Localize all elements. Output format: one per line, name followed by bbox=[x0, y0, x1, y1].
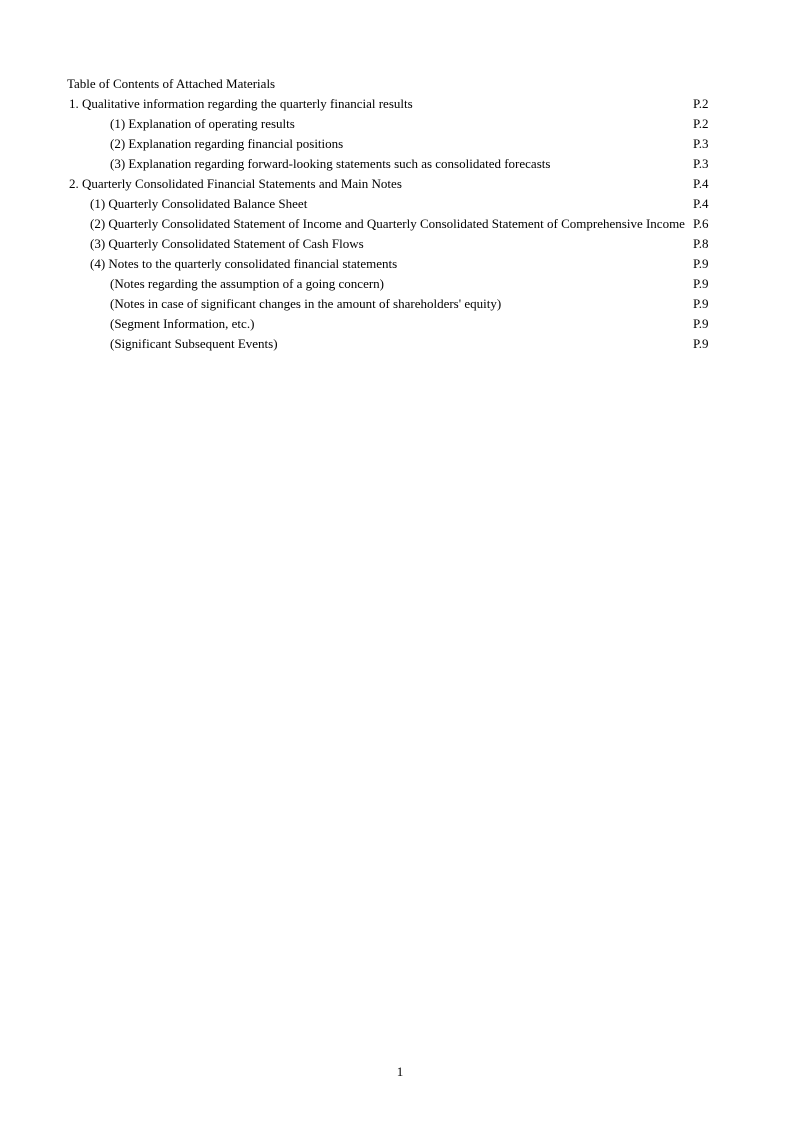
toc-page-number: P.9 bbox=[693, 316, 709, 331]
toc-page-number: P.8 bbox=[693, 236, 709, 251]
page-number: 1 bbox=[396, 1064, 404, 1079]
toc-page-number: P.3 bbox=[693, 136, 709, 151]
toc-entry bbox=[110, 314, 715, 334]
toc-entry bbox=[90, 254, 715, 274]
toc-entry bbox=[90, 194, 715, 214]
toc-entry-label: (1) Explanation of operating results bbox=[110, 116, 295, 131]
toc-entry bbox=[110, 134, 715, 154]
toc-page-number: P.3 bbox=[693, 156, 709, 171]
toc-entry-label: (3) Explanation regarding forward-looking statements such as consolidated forecasts bbox=[110, 156, 551, 171]
toc-entry-label: (Significant Subsequent Events) bbox=[110, 336, 278, 351]
toc-page-number: P.9 bbox=[693, 276, 709, 291]
toc-entry-label: 2. Quarterly Consolidated Financial Statements and Main Notes bbox=[69, 176, 402, 191]
toc-page-number: P.2 bbox=[693, 116, 709, 131]
toc-entry bbox=[110, 154, 715, 174]
toc-entry bbox=[69, 94, 715, 114]
toc-page-number: P.4 bbox=[693, 176, 709, 191]
toc-entry bbox=[110, 274, 715, 294]
table-of-contents bbox=[67, 74, 715, 354]
toc-page-number: P.9 bbox=[693, 336, 709, 351]
toc-entry-label: (Notes regarding the assumption of a going concern) bbox=[110, 276, 385, 291]
toc-entry-label: (1) Quarterly Consolidated Balance Sheet bbox=[90, 196, 308, 211]
toc-entry-label: (2) Quarterly Consolidated Statement of Income and Quarterly Consolidated Statement of Comprehensive Income bbox=[90, 216, 685, 231]
toc-page-number: P.2 bbox=[693, 96, 709, 111]
toc-page-number: P.9 bbox=[693, 296, 709, 311]
toc-entry-label: (2) Explanation regarding financial positions bbox=[110, 136, 344, 151]
toc-entry bbox=[110, 114, 715, 134]
toc-page-number: P.4 bbox=[693, 196, 709, 211]
toc-title: Table of Contents of Attached Materials bbox=[67, 76, 276, 91]
toc-page-number: P.9 bbox=[693, 256, 709, 271]
toc-entry-label: (Notes in case of significant changes in the amount of shareholders' equity) bbox=[110, 296, 502, 311]
toc-entry bbox=[90, 234, 715, 254]
toc-page-number: P.6 bbox=[693, 216, 709, 231]
toc-entry-label: 1. Qualitative information regarding the quarterly financial results bbox=[69, 96, 413, 111]
toc-entry-label: (Segment Information, etc.) bbox=[110, 316, 255, 331]
toc-entry bbox=[110, 294, 715, 314]
toc-entry bbox=[110, 334, 715, 354]
toc-entry bbox=[69, 174, 715, 194]
toc-entry-label: (4) Notes to the quarterly consolidated financial statements bbox=[90, 256, 398, 271]
toc-entry bbox=[90, 214, 715, 234]
toc-entry-label: (3) Quarterly Consolidated Statement of Cash Flows bbox=[90, 236, 364, 251]
